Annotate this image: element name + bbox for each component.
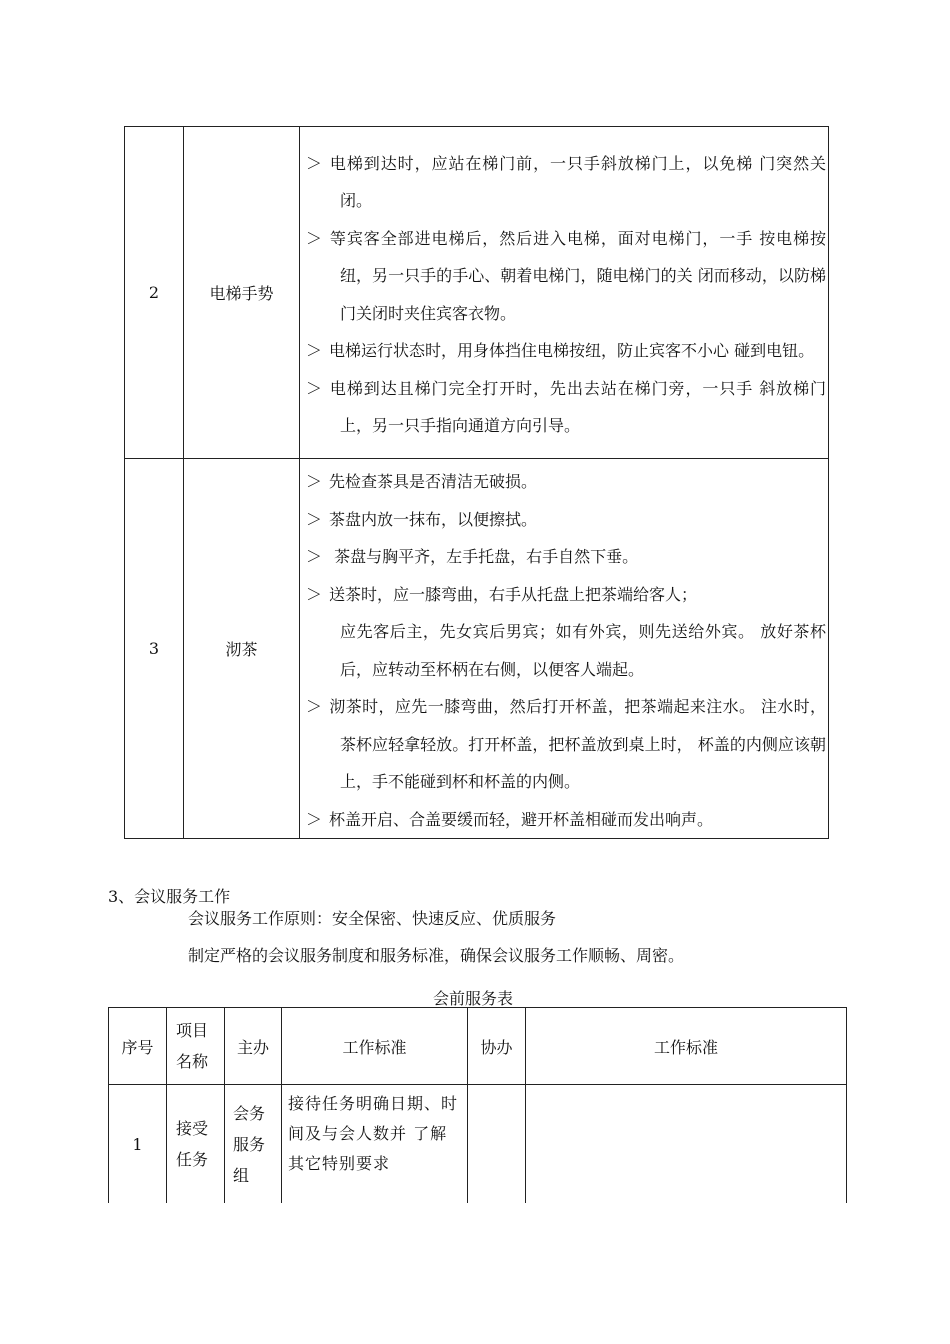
row-content bbox=[300, 459, 829, 839]
cell-standard-2 bbox=[526, 1085, 847, 1204]
table-row bbox=[125, 127, 829, 459]
list-item: ＞ 等宾客全部进电梯后，然后进入电梯，面对电梯门，一手 按电梯按纽，另一只手的手心、朝着电梯门，随电梯门的关 闭而移动，以防梯门关闭时夹住宾客衣物。 bbox=[306, 228, 826, 323]
row-name: 电梯手势 bbox=[184, 127, 300, 459]
header-standard: 工作标准 bbox=[282, 1008, 468, 1085]
header-seq: 序号 bbox=[109, 1008, 167, 1085]
cell-lead: 会务 服务 组 bbox=[225, 1085, 282, 1204]
principle-text: 会议服务工作原则：安全保密、快速反应、优质服务 bbox=[188, 909, 557, 928]
list-item: ＞ 送茶时，应一膝弯曲，右手从托盘上把茶端给客人； bbox=[306, 584, 698, 604]
section-heading: 3、会议服务工作 bbox=[108, 887, 231, 906]
list-item: ＞ 电梯运行状态时，用身体挡住电梯按纽，防止宾客不小心 碰到电钮。 bbox=[306, 341, 815, 360]
list-item-continuation: 应先客后主，先女宾后男宾；如有外宾，则先送给外宾。 放好茶杯后，应转动至杯柄在右侧，以便客人端起。 bbox=[340, 622, 826, 679]
row-content bbox=[300, 127, 829, 459]
row-number: 3 bbox=[125, 459, 184, 839]
header-item-name: 项目 名称 bbox=[167, 1008, 225, 1085]
list-item: ＞ 茶盘内放一抹布，以便擦拭。 bbox=[306, 509, 538, 529]
cell-assist bbox=[468, 1085, 526, 1204]
procedure-table bbox=[124, 126, 829, 839]
service-table bbox=[108, 1007, 847, 1203]
table-header-row bbox=[109, 1008, 847, 1085]
cell-standard: 接待任务明确日期、时间及与会人数并 了解其它特别要求 bbox=[282, 1085, 468, 1204]
header-standard-2: 工作标准 bbox=[526, 1008, 847, 1085]
row-number: 2 bbox=[125, 127, 184, 459]
list-item: ＞ 先检查茶具是否清洁无破损。 bbox=[306, 472, 538, 491]
list-item: ＞ 电梯到达且梯门完全打开时，先出去站在梯门旁，一只手 斜放梯门上，另一只手指向通道方向引导。 bbox=[306, 378, 826, 435]
cell-seq: 1 bbox=[109, 1085, 167, 1204]
list-item: ＞ 杯盖开启、合盖要缓而轻，避开杯盖相碰而发出响声。 bbox=[306, 809, 714, 829]
table-row bbox=[125, 459, 829, 839]
description-text: 制定严格的会议服务制度和服务标准，确保会议服务工作顺畅、周密。 bbox=[188, 946, 685, 965]
list-item: ＞ 电梯到达时，应站在梯门前，一只手斜放梯门上，以免梯 门突然关闭。 bbox=[306, 153, 826, 210]
table-row bbox=[109, 1085, 847, 1204]
header-assist: 协办 bbox=[468, 1008, 526, 1085]
list-item: ＞ 沏茶时，应先一膝弯曲，然后打开杯盖，把茶端起来注水。 注水时，茶杯应轻拿轻放。打开杯盖，把杯盖放到桌上时， 杯盖的内侧应该朝上，手不能碰到杯和杯盖的内侧。 bbox=[306, 697, 826, 791]
header-lead: 主办 bbox=[225, 1008, 282, 1085]
table-caption: 会前服务表 bbox=[433, 989, 514, 1008]
row-name: 沏茶 bbox=[184, 459, 300, 839]
cell-item-name: 接受 任务 bbox=[167, 1085, 225, 1204]
list-item: ＞ 茶盘与胸平齐，左手托盘，右手自然下垂。 bbox=[306, 547, 639, 566]
